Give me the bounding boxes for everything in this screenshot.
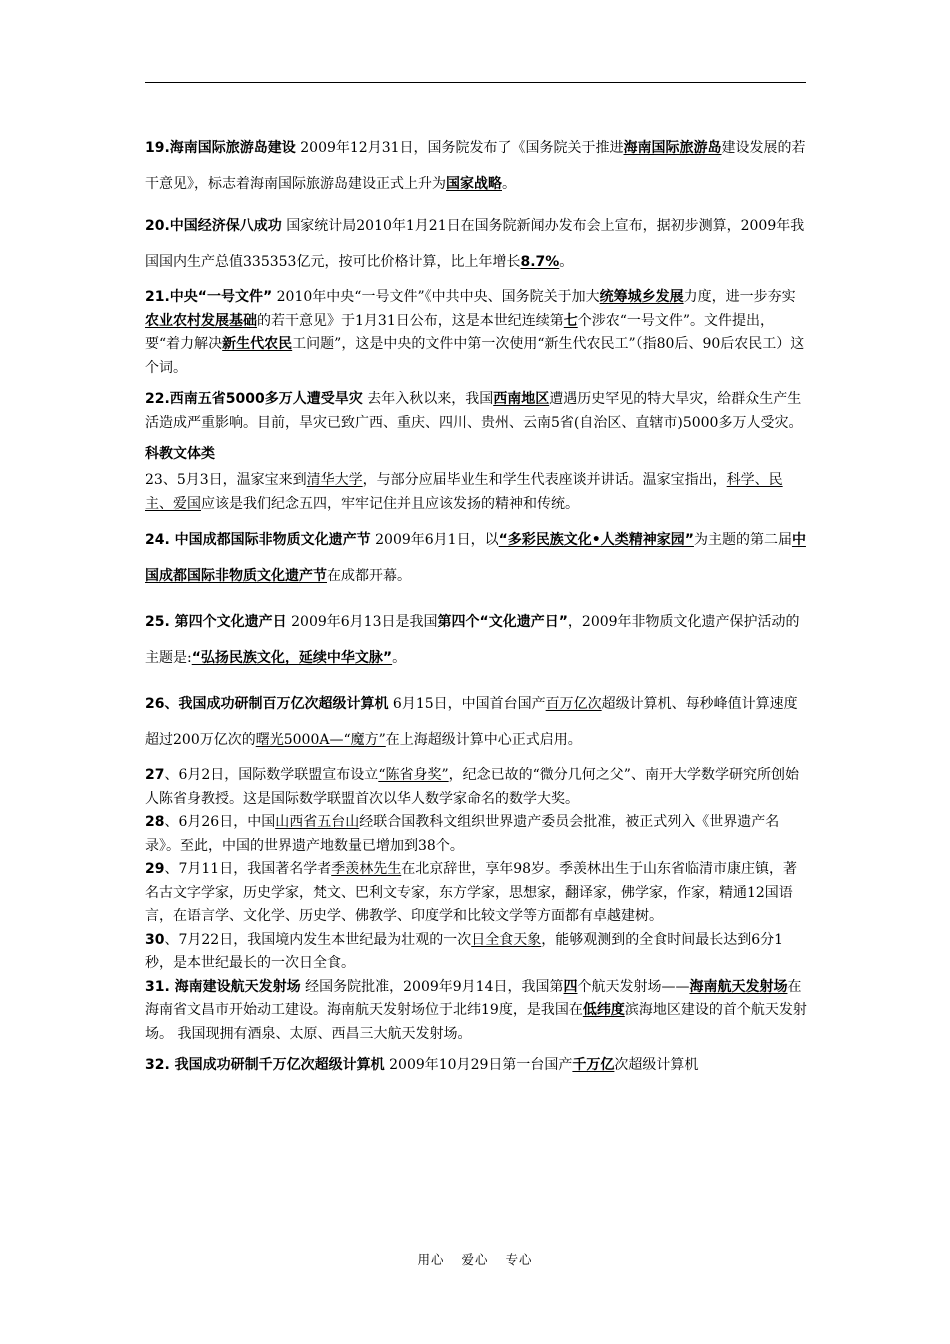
item-heading: 31. 海南建设航天发射场 — [145, 978, 301, 995]
item-22: 22.西南五省5000多万人遭受旱灾 去年入秋以来，我国西南地区遭遇历史罕见的特大旱灾，给群众生产生活造成严重影响。目前，旱灾已致广西、重庆、四川、贵州、云南5省(自治区、直辖市)5000多万人受灾。 — [145, 391, 803, 431]
item-20: 20.中国经济保八成功 国家统计局2010年1月21日在国务院新闻办发布会上宣布，据初步测算，2009年我国国内生产总值335353亿元，按可比价格计算，比上年增长8.7%。 — [145, 218, 805, 270]
item-23: 23、5月3日，温家宝来到清华大学，与部分应届毕业生和学生代表座谈并讲话。温家宝指出，科学、民主、爱国应该是我们纪念五四，牢牢记住并且应该发扬的精神和传统。 — [145, 472, 783, 512]
item-29: 29、7月11日，我国著名学者季羡林先生在北京辞世，享年98岁。季羡林出生于山东省临清市康庄镇，著名古文字学家，历史学家，梵文、巴利文专家，东方学家，思想家，翻译家，佛学家，作家，精通12国语言，在语言学、文化学、历史学、佛教学、印度学和比较文学等方面都有卓越建树。 — [145, 861, 798, 924]
footer-text: 用心 — [417, 1252, 445, 1267]
item-19: 19.海南国际旅游岛建设 2009年12月31日，国务院发布了《国务院关于推进海南国际旅游岛建设发展的若干意见》，标志着海南国际旅游岛建设正式上升为国家战略。 — [145, 140, 806, 192]
item-28: 28、6月26日，中国山西省五台山经联合国教科文组织世界遗产委员会批准，被正式列入《世界遗产名录》。至此，中国的世界遗产地数量已增加到38个。 — [145, 814, 780, 854]
item-heading: 20.中国经济保八成功 — [145, 218, 282, 234]
item-heading: 21.中央“一号文件” — [145, 289, 273, 305]
item-27: 27、6月2日，国际数学联盟宣布设立“陈省身奖”，纪念已故的“微分几何之父”、南开大学数学研究所创始人陈省身教授。这是国际数学联盟首次以华人数学家命名的数学大奖。 — [145, 767, 799, 807]
item-heading: 22.西南五省5000多万人遭受旱灾 — [145, 391, 363, 407]
item-24: 24. 中国成都国际非物质文化遗产节 2009年6月1日，以“多彩民族文化•人类精神家园”为主题的第二届中国成都国际非物质文化遗产节在成都开幕。 — [145, 532, 806, 584]
item-heading: 32. 我国成功研制千万亿次超级计算机 — [145, 1057, 385, 1073]
item-21: 21.中央“一号文件” 2010年中央“一号文件”《中共中央、国务院关于加大统筹城乡发展力度，进一步夯实农业农村发展基础的若干意见》于1月31日公布，这是本世纪连续第七个涉农“一号文件”。文件提出，要“着力解决新生代农民工问题”，这是中央的文件中第一次使用“新生代农民工”（指80后、90后农民工）这个词。 — [145, 289, 805, 376]
page-footer — [0, 1250, 950, 1268]
item-heading: 26、我国成功研制百万亿次超级计算机 — [145, 696, 389, 712]
item-31: 31. 海南建设航天发射场 经国务院批准，2009年9月14日，我国第四个航天发射场——海南航天发射场在海南省文昌市开始动工建设。海南航天发射场位于北纬19度，是我国在低纬度滨海地区建设的首个航天发射场。 我国现拥有酒泉、太原、西昌三大航天发射场。 — [145, 978, 807, 1042]
header-rule — [145, 82, 806, 83]
footer-text: 专心 — [505, 1252, 533, 1267]
item-heading: 19.海南国际旅游岛建设 — [145, 140, 296, 156]
item-26: 26、我国成功研制百万亿次超级计算机 6月15日，中国首台国产百万亿次超级计算机、每秒峰值计算速度超过200万亿次的曙光5000A—“魔方”在上海超级计算中心正式启用。 — [145, 696, 798, 748]
item-heading: 25. 第四个文化遗产日 — [145, 614, 287, 630]
item-30: 30、7月22日，我国境内发生本世纪最为壮观的一次日全食天象，能够观测到的全食时间最长达到6分1秒，是本世纪最长的一次日全食。 — [145, 931, 784, 971]
footer-text: 爱心 — [461, 1252, 489, 1267]
item-25: 25. 第四个文化遗产日 2009年6月13日是我国第四个“文化遗产日”，2009年非物质文化遗产保护活动的主题是:“弘扬民族文化，延续中华文脉”。 — [145, 614, 800, 666]
item-heading: 24. 中国成都国际非物质文化遗产节 — [145, 532, 371, 548]
section-title: 科教文体类 — [145, 446, 215, 462]
item-32: 32. 我国成功研制千万亿次超级计算机 2009年10月29日第一台国产千万亿次超级计算机 — [145, 1057, 699, 1073]
document-body — [145, 130, 808, 1078]
